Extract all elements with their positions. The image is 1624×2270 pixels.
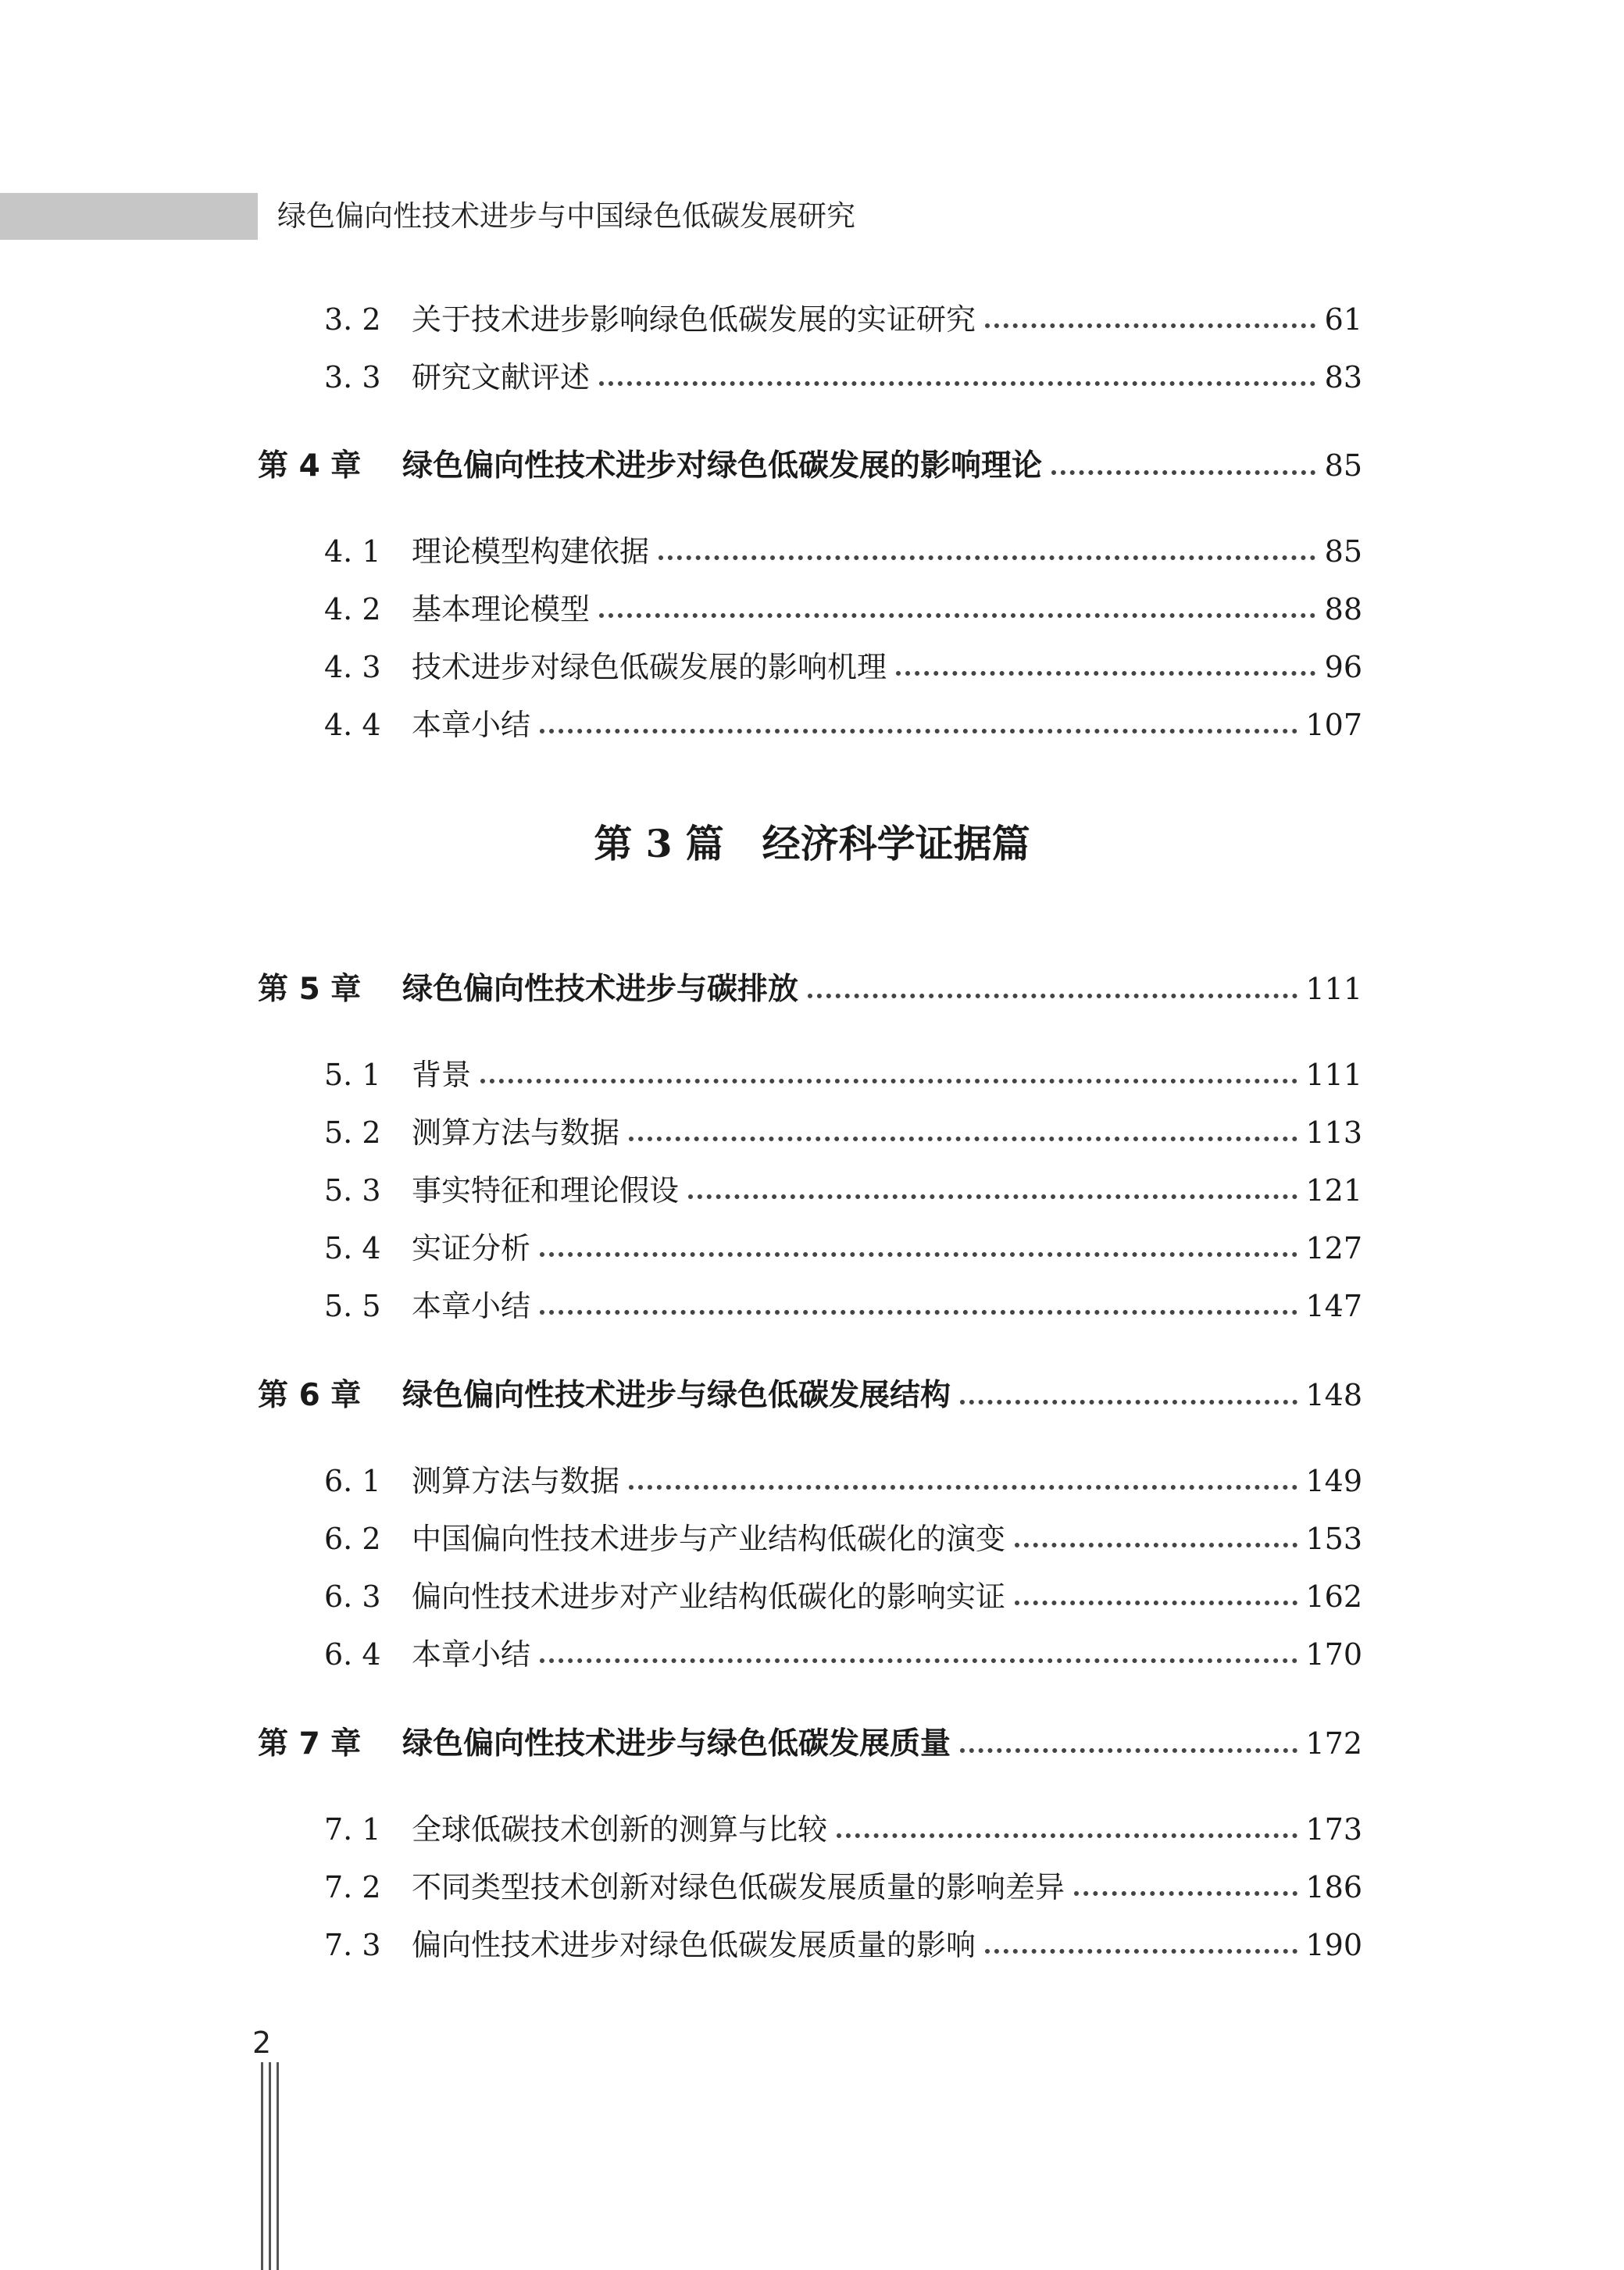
dot-leader [540,1310,1297,1315]
toc-entry-5-2[interactable] [324,1112,1362,1153]
section-number: 6. 1 [324,1464,381,1498]
dot-leader [599,381,1315,386]
toc-entry-6-2[interactable] [324,1519,1362,1559]
toc-entry-4-1[interactable] [324,531,1362,572]
page-ref: 85 [1324,448,1362,483]
header-gray-bar [0,193,258,240]
page-ref: 149 [1305,1464,1362,1498]
dot-leader [1015,1601,1297,1605]
page-ref: 190 [1305,1928,1362,1962]
toc-entry-3-2[interactable] [324,299,1362,340]
section-number: 6. 2 [324,1522,381,1556]
section-number: 4. 1 [324,534,381,569]
section-title: 本章小结 [412,1289,531,1323]
toc-entry-3-3[interactable] [324,357,1362,398]
toc-entry-4-2[interactable] [324,589,1362,630]
margin-rule [277,2062,279,2270]
dot-leader [540,1252,1297,1257]
dot-leader [599,613,1315,618]
toc-entry-6-4[interactable] [324,1634,1362,1675]
section-title: 事实特征和理论假设 [412,1173,680,1208]
section-title: 偏向性技术进步对产业结构低碳化的影响实证 [412,1579,1006,1614]
dot-leader [1051,470,1315,475]
dot-leader [629,1485,1297,1490]
page-number: 2 [252,2026,272,2060]
chapter-number: 第 5 章 [258,972,362,1007]
toc-entry-7-3[interactable] [324,1925,1362,1965]
section-number: 4. 3 [324,650,381,684]
section-number: 5. 3 [324,1173,381,1208]
section-number: 5. 4 [324,1231,381,1265]
dot-leader [540,1658,1297,1663]
dot-leader [688,1194,1297,1199]
page-ref: 186 [1305,1870,1362,1904]
chapter-title: 绿色偏向性技术进步对绿色低碳发展的影响理论 [402,448,1043,484]
chapter-title: 绿色偏向性技术进步与绿色低碳发展结构 [402,1378,951,1413]
dot-leader [540,729,1297,733]
section-number: 4. 4 [324,708,381,742]
page-ref: 153 [1305,1522,1362,1556]
page-ref: 83 [1324,360,1362,394]
section-title: 基本理论模型 [412,592,591,626]
page-ref: 111 [1305,972,1362,1006]
page-ref: 170 [1305,1637,1362,1672]
page-ref: 111 [1305,1058,1362,1092]
section-number: 7. 3 [324,1928,381,1962]
toc-entry-7-1[interactable] [324,1809,1362,1850]
section-title: 本章小结 [412,708,531,742]
section-title: 技术进步对绿色低碳发展的影响机理 [412,650,887,684]
section-title: 本章小结 [412,1637,531,1672]
page-ref: 127 [1305,1231,1362,1265]
page-ref: 85 [1324,534,1362,569]
section-title: 测算方法与数据 [412,1115,620,1150]
section-number: 3. 2 [324,302,381,337]
dot-leader [808,994,1297,998]
section-number: 7. 2 [324,1870,381,1904]
section-number: 5. 5 [324,1289,381,1323]
section-number: 4. 2 [324,592,381,626]
dot-leader [960,1400,1297,1404]
page-ref: 96 [1324,650,1362,684]
section-number: 5. 1 [324,1058,381,1092]
section-number: 7. 1 [324,1812,381,1847]
dot-leader [1074,1891,1297,1896]
page-ref: 121 [1305,1173,1362,1208]
toc-entry-5-5[interactable] [324,1286,1362,1326]
margin-rule [269,2062,271,2270]
dot-leader [659,555,1315,560]
section-title: 关于技术进步影响绿色低碳发展的实证研究 [412,302,976,337]
toc-entry-4-3[interactable] [324,647,1362,687]
toc-chapter-7[interactable] [258,1723,1362,1765]
section-title: 测算方法与数据 [412,1464,620,1498]
section-number: 3. 3 [324,360,381,394]
page-ref: 172 [1305,1726,1362,1761]
running-header-title: 绿色偏向性技术进步与中国绿色低碳发展研究 [277,199,855,233]
dot-leader [985,323,1315,328]
chapter-title: 绿色偏向性技术进步与碳排放 [402,972,799,1007]
toc-entry-6-3[interactable] [324,1576,1362,1617]
toc-entry-5-3[interactable] [324,1170,1362,1211]
dot-leader [1015,1543,1297,1547]
section-number: 6. 4 [324,1637,381,1672]
margin-rule [261,2062,263,2270]
chapter-title: 绿色偏向性技术进步与绿色低碳发展质量 [402,1726,951,1761]
dot-leader [896,671,1315,676]
chapter-number: 第 4 章 [258,448,362,484]
dot-leader [960,1748,1297,1753]
toc-entry-6-1[interactable] [324,1461,1362,1501]
toc-entry-5-1[interactable] [324,1055,1362,1095]
toc-entry-5-4[interactable] [324,1228,1362,1269]
page-ref: 61 [1324,302,1362,337]
section-title: 中国偏向性技术进步与产业结构低碳化的演变 [412,1522,1006,1556]
page-ref: 148 [1305,1378,1362,1412]
part-heading: 第 3 篇 经济科学证据篇 [594,821,1030,866]
chapter-number: 第 6 章 [258,1378,362,1413]
toc-entry-7-2[interactable] [324,1867,1362,1908]
section-title: 研究文献评述 [412,360,591,394]
page-ref: 147 [1305,1289,1362,1323]
section-title: 理论模型构建依据 [412,534,650,569]
section-title: 全球低碳技术创新的测算与比较 [412,1812,828,1847]
page-ref: 113 [1305,1115,1362,1150]
section-number: 5. 2 [324,1115,381,1150]
toc-chapter-6[interactable] [258,1375,1362,1416]
toc-chapter-5[interactable] [258,969,1362,1010]
page-ref: 107 [1305,708,1362,742]
page-ref: 162 [1305,1579,1362,1614]
toc-chapter-4[interactable] [258,445,1362,487]
page-ref: 88 [1324,592,1362,626]
dot-leader [629,1137,1297,1141]
section-title: 偏向性技术进步对绿色低碳发展质量的影响 [412,1928,976,1962]
dot-leader [985,1949,1297,1954]
page-ref: 173 [1305,1812,1362,1847]
section-title: 背景 [412,1058,472,1092]
dot-leader [480,1079,1297,1083]
dot-leader [837,1833,1297,1838]
section-title: 不同类型技术创新对绿色低碳发展质量的影响差异 [412,1870,1065,1904]
chapter-number: 第 7 章 [258,1726,362,1761]
section-title: 实证分析 [412,1231,531,1265]
toc-entry-4-4[interactable] [324,705,1362,745]
section-number: 6. 3 [324,1579,381,1614]
